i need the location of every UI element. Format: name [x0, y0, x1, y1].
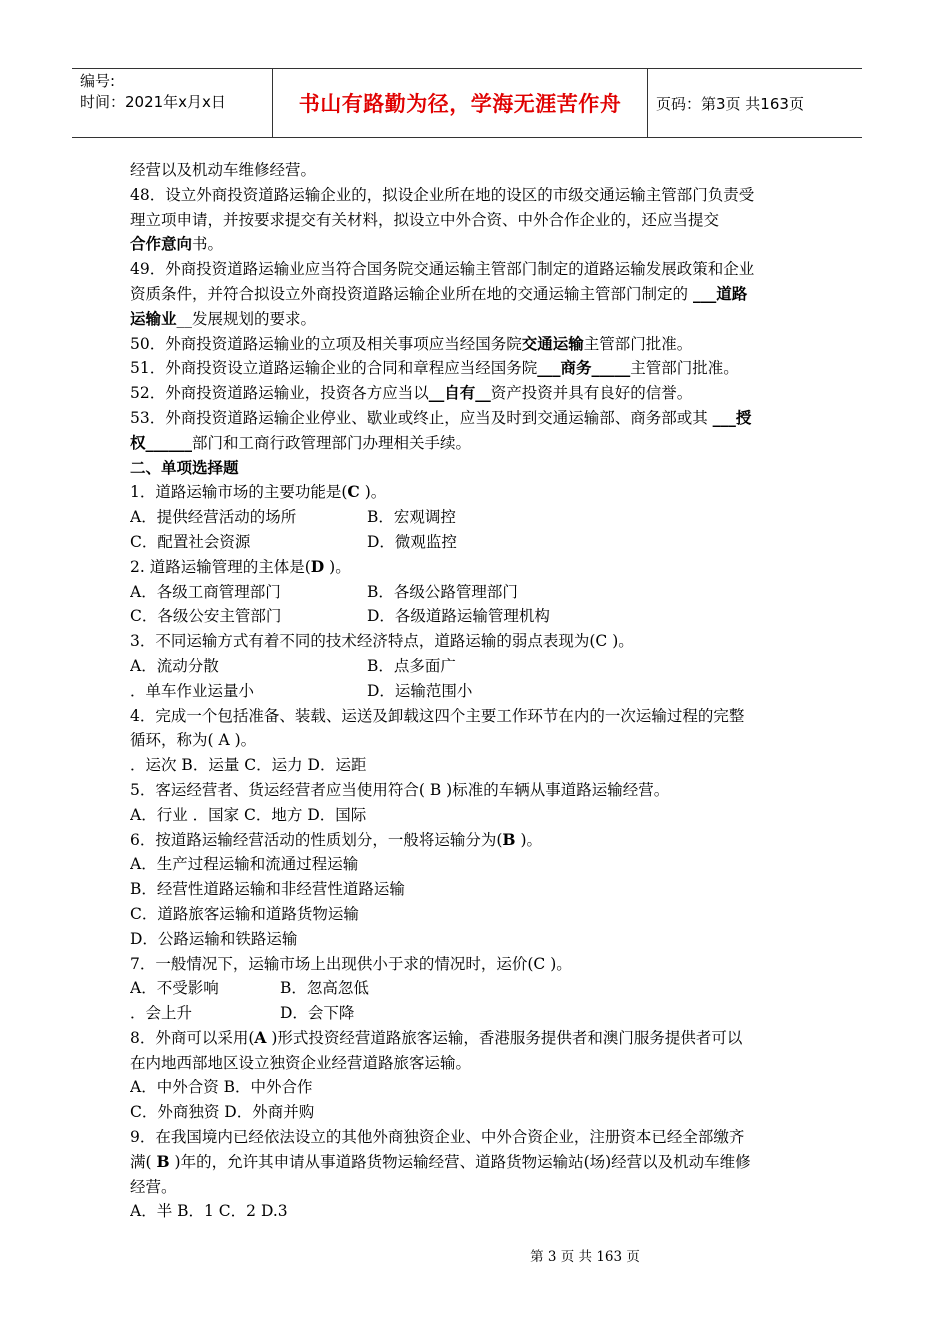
line-text: A．行业 ．国家 C．地方 D．国际: [130, 805, 367, 824]
option-text: B．忽高忽低: [280, 979, 369, 998]
text-line: [130, 1100, 810, 1125]
text-line: [130, 1051, 810, 1076]
option-text: B．点多面广: [367, 656, 456, 675]
option-text: B．各级公路管理部门: [367, 582, 518, 601]
text-line: [130, 580, 810, 605]
line-text: 经营以及机动车维修经营。: [130, 161, 317, 179]
text-line: [130, 902, 810, 927]
text-line: [130, 208, 810, 233]
option-text: D．运输范围小: [367, 681, 473, 700]
line-text: 经营。: [130, 1177, 177, 1196]
answer-text: D: [310, 556, 325, 576]
line-text: 在内地西部地区设立独资企业经营道路旅客运输。: [130, 1053, 472, 1072]
option-text: A．不受影响: [130, 979, 219, 998]
page-header: [72, 68, 862, 138]
text-line: [130, 530, 810, 555]
line-text: 理立项申请，并按要求提交有关材料，拟设立中外合资、中外合作企业的，还应当提交: [130, 210, 720, 229]
text-line: [130, 406, 810, 431]
line-text: 主管部门批准。: [583, 334, 693, 353]
text-line: [130, 1199, 810, 1224]
text-line: [130, 629, 810, 654]
line-text: 1．道路运输市场的主要功能是(: [130, 483, 348, 502]
header-meta: [72, 69, 273, 137]
option-text: D．微观监控: [367, 532, 457, 551]
option-text: A．提供经营活动的场所: [130, 508, 297, 527]
line-text: )形式投资经营道路旅客运输，香港服务提供者和澳门服务提供者可以: [266, 1028, 743, 1047]
line-text: 2. 道路运输管理的主体是(: [130, 557, 311, 576]
answer-text: B: [156, 1151, 170, 1171]
text-line: [130, 431, 810, 456]
text-line: [130, 282, 810, 307]
text-line: [130, 952, 810, 977]
answer-text: 运输业: [130, 308, 177, 328]
header-page-info: 页码：第3页 共163页: [656, 94, 804, 113]
line-text: 资质条件，并符合拟设立外商投资道路运输企业所在地的交通运输主管部门制定的: [130, 284, 693, 303]
text-line: [130, 505, 810, 530]
answer-text: B: [502, 829, 516, 849]
text-line: [130, 1150, 810, 1175]
line-text: 书。: [192, 235, 224, 254]
footer-page-number: 第 3 页 共 163 页: [530, 1249, 640, 1265]
text-line: [130, 456, 810, 481]
answer-text: ___授: [712, 407, 752, 427]
answer-text: 合作意向: [130, 234, 193, 254]
line-text: __发展规划的要求。: [176, 309, 317, 328]
line-text: )。: [324, 557, 351, 576]
line-text: )年的，允许其申请从事道路货物运输经营、道路货物运输站(场)经营以及机动车维修: [169, 1152, 751, 1171]
option-text: D．各级道路运输管理机构: [367, 607, 550, 626]
line-text: A．生产过程运输和流通过程运输: [130, 855, 359, 874]
option-text: B．宏观调控: [367, 508, 456, 527]
answer-text: A: [254, 1027, 267, 1047]
line-text: 48．设立外商投资道路运输企业的，拟设企业所在地的设区的市级交通运输主管部门负责受: [130, 185, 755, 204]
line-text: 6．按道路运输经营活动的性质划分，一般将运输分为(: [130, 830, 503, 849]
line-text: D．公路运输和铁路运输: [130, 929, 298, 948]
answer-text: 二、单项选择题: [130, 457, 239, 477]
answer-text: ___商务_____: [537, 358, 631, 378]
text-line: [130, 976, 810, 1001]
text-line: [130, 877, 810, 902]
document-time-label: 时间：2021年x月x日: [80, 93, 226, 111]
text-line: [130, 1075, 810, 1100]
text-line: [130, 828, 810, 853]
option-text: ．单车作业运量小: [130, 681, 255, 700]
answer-text: 交通运输: [521, 333, 584, 353]
option-text: ．会上升: [130, 1004, 193, 1023]
line-text: 满(: [130, 1152, 157, 1171]
text-line: [130, 480, 810, 505]
text-line: [130, 257, 810, 282]
document-number-label: 编号:: [80, 72, 116, 90]
option-text: C．配置社会资源: [130, 532, 251, 551]
text-line: [130, 555, 810, 580]
line-text: 51．外商投资设立道路运输企业的合同和章程应当经国务院: [130, 359, 538, 378]
text-line: [130, 183, 810, 208]
text-line: [130, 356, 810, 381]
line-text: 52．外商投资道路运输业，投资各方应当以: [130, 384, 429, 403]
page-footer: [0, 1245, 950, 1265]
line-text: A．半 B．1 C．2 D.3: [130, 1202, 288, 1221]
line-text: 部门和工商行政管理部门办理相关手续。: [192, 433, 472, 452]
line-text: 主管部门批准。: [630, 359, 739, 378]
line-text: B．经营性道路运输和非经营性道路运输: [130, 880, 405, 899]
option-text: C．各级公安主管部门: [130, 607, 282, 626]
text-line: [130, 927, 810, 952]
line-text: 循环，称为( A )。: [130, 731, 257, 750]
line-text: ．运次 B．运量 C．运力 D．运距: [130, 756, 367, 775]
text-line: [130, 381, 810, 406]
text-line: [130, 604, 810, 629]
line-text: 3．不同运输方式有着不同的技术经济特点，道路运输的弱点表现为(C )。: [130, 632, 634, 651]
text-line: [130, 1026, 810, 1051]
document-body: [130, 158, 810, 1224]
line-text: C．外商独资 D．外商并购: [130, 1103, 315, 1122]
text-line: [130, 679, 810, 704]
line-text: 7．一般情况下，运输市场上出现供小于求的情况时，运价(C )。: [130, 954, 572, 973]
line-text: 50．外商投资道路运输业的立项及相关事项应当经国务院: [130, 334, 522, 353]
answer-text: __自有__: [428, 383, 491, 403]
text-line: [130, 1001, 810, 1026]
answer-text: 权______: [130, 432, 193, 452]
text-line: [130, 753, 810, 778]
line-text: C．道路旅客运输和道路货物运输: [130, 904, 359, 923]
line-text: )。: [515, 830, 543, 849]
option-text: D．会下降: [280, 1004, 355, 1023]
line-text: )。: [359, 483, 387, 502]
option-text: A．流动分散: [130, 656, 219, 675]
text-line: [130, 654, 810, 679]
answer-text: C: [347, 482, 360, 502]
text-line: [130, 158, 810, 183]
line-text: 53．外商投资道路运输企业停业、歇业或终止，应当及时到交通运输部、商务部或其: [130, 408, 713, 427]
line-text: 资产投资并具有良好的信誉。: [490, 384, 693, 403]
text-line: [130, 803, 810, 828]
text-line: [130, 232, 810, 257]
line-text: 8．外商可以采用(: [130, 1028, 255, 1047]
text-line: [130, 778, 810, 803]
text-line: [130, 307, 810, 332]
text-line: [130, 728, 810, 753]
text-line: [130, 332, 810, 357]
line-text: 5．客运经营者、货运经营者应当使用符合( B )标准的车辆从事道路运输经营。: [130, 780, 670, 799]
text-line: [130, 1175, 810, 1200]
text-line: [130, 704, 810, 729]
line-text: A．中外合资 B．中外合作: [130, 1078, 313, 1097]
answer-text: ___道路: [692, 283, 748, 303]
line-text: 49．外商投资道路运输业应当符合国务院交通运输主管部门制定的道路运输发展政策和企业: [130, 260, 755, 279]
header-motto: 书山有路勤为径，学海无涯苦作舟: [273, 69, 648, 137]
option-text: A．各级工商管理部门: [130, 582, 281, 601]
text-line: [130, 1125, 810, 1150]
line-text: 4．完成一个包括准备、装载、运送及卸载这四个主要工作环节在内的一次运输过程的完整: [130, 706, 745, 725]
line-text: 9．在我国境内已经依法设立的其他外商独资企业、中外合资企业，注册资本已经全部缴齐: [130, 1128, 745, 1147]
text-line: [130, 852, 810, 877]
